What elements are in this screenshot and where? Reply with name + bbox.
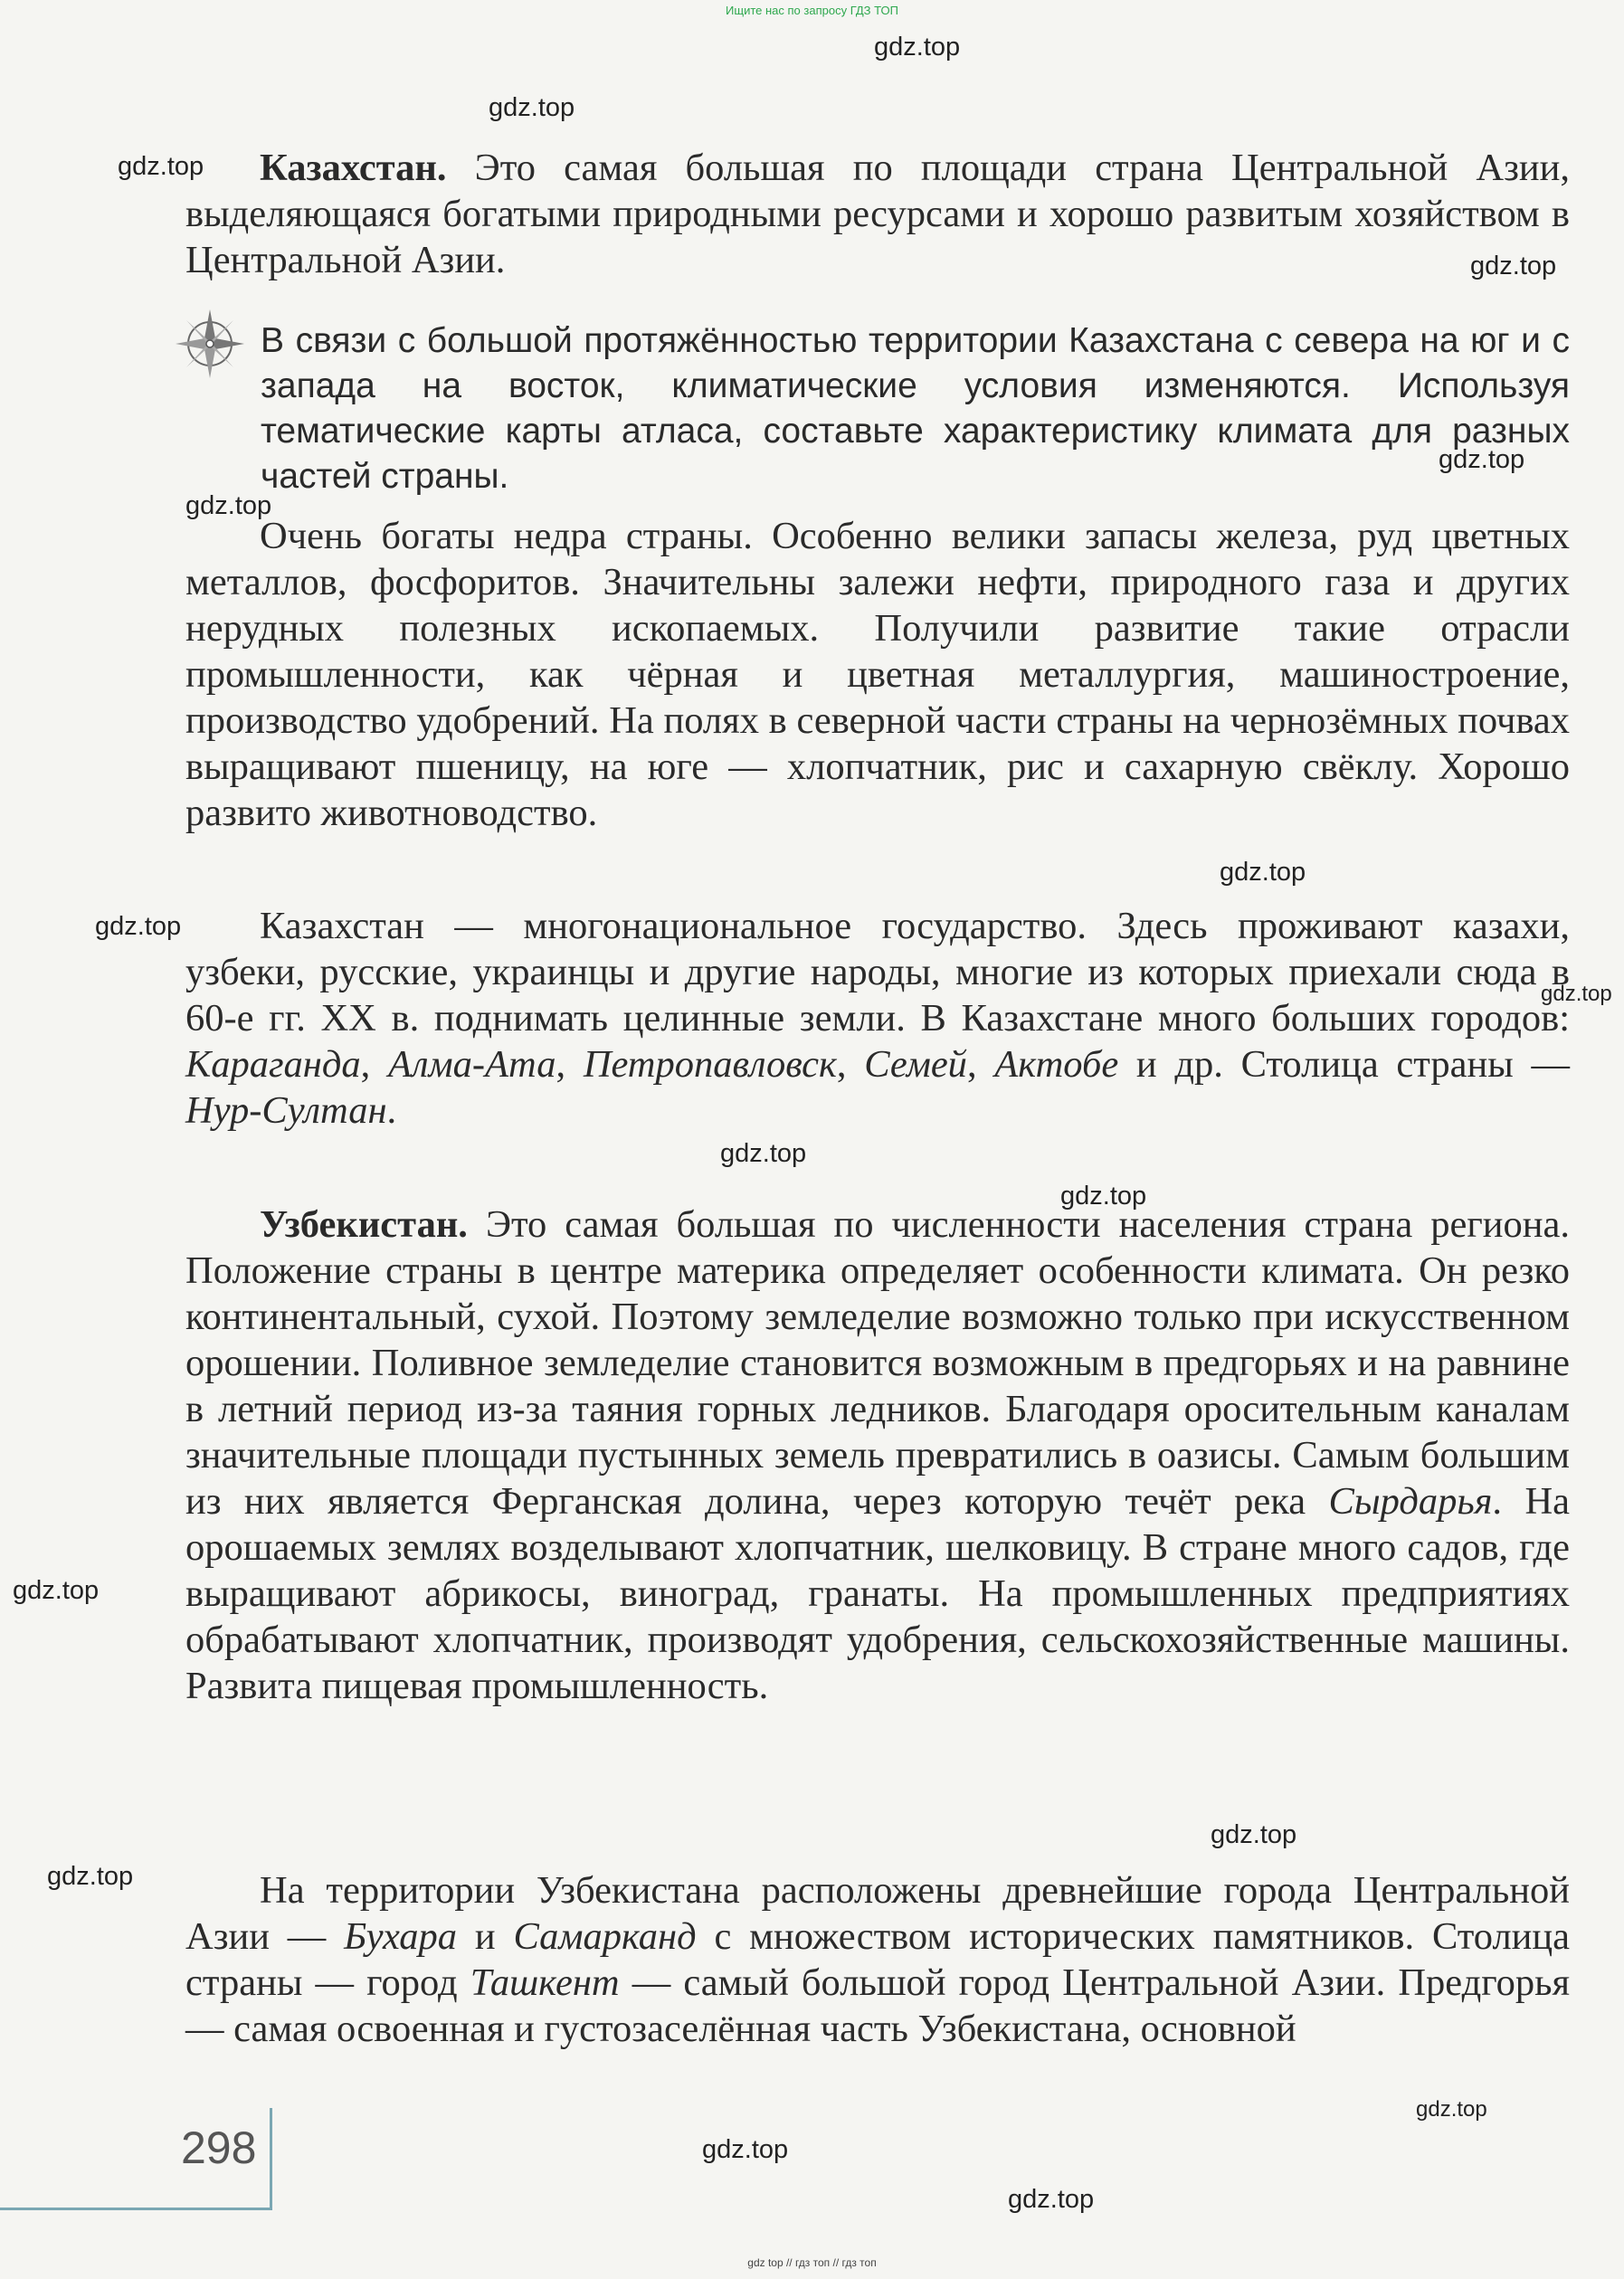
separator: , [836,1043,865,1086]
watermark: gdz.top [720,1139,807,1168]
paragraph-text: с множеством исторических памятников. Столица страны — город [185,1915,1571,2004]
paragraph-kazakhstan-intro [185,145,1570,283]
watermark: gdz.top [1060,1182,1147,1211]
capital-nur-sultan: Нур-Султан [185,1089,387,1132]
paragraph-text: На территории Узбекистана расположены древнейшие города Центральной Азии — [185,1869,1570,1958]
paragraph-text: . На орошаемых землях возделывают хлопчатник, шелковицу. В стране много садов, где выращивают абрикосы, виноград, гранаты. На промышленных предприятиях обрабатывают хлопчатник, производят удобрения, сельскохозяйственные машины. Развита пищевая промышленность. [185,1480,1570,1707]
city-alma-ata: Алма-Ата [388,1043,556,1086]
city-bukhara: Бухара [344,1915,458,1958]
compass-rose-icon [174,308,246,380]
watermark: gdz.top [47,1862,134,1891]
section-title-kazakhstan: Казахстан. [260,147,447,189]
paragraph-text: — самый большой город Центральной Азии. Предгорья — самая освоенная и густозаселённая часть Узбекистана, основной [185,1961,1570,2050]
watermark: gdz.top [874,33,961,62]
header-note: Ищите нас по запросу ГДЗ ТОП [726,4,898,17]
section-title-uzbekistan: Узбекистан. [260,1203,468,1246]
watermark: gdz.top [1470,252,1557,280]
city-aktobe: Актобе [994,1043,1119,1086]
paragraph-text: и др. Столица страны — [1118,1043,1571,1086]
separator: , [556,1043,584,1086]
city-petropavlovsk: Петропавловск [583,1043,837,1086]
watermark: gdz.top [702,2135,789,2164]
watermark: gdz.top [118,152,204,181]
paragraph-nationalities [185,903,1570,1134]
watermark: gdz.top [1416,2097,1487,2122]
city-semey: Семей [864,1043,967,1086]
watermark: gdz.top [1008,2185,1095,2214]
watermark: gdz.top [13,1576,100,1605]
separator: , [966,1043,995,1086]
page-number: 298 [181,2122,257,2173]
watermark: gdz.top [1220,858,1306,887]
separator: . [386,1089,397,1132]
paragraph-resources: Очень богаты недра страны. Особенно велики запасы железа, руд цветных металлов, фосфоритов. Значительны залежи нефти, природного газа и других нерудных полезных ископаемых. Получили развитие такие отрасли промышленности, как чёрная и цветная металлургия, машиностроение, производство удобрений. На полях в северной части страны на чернозёмных почвах выращивают пшеницу, на юге — хлопчатник, рис и сахарную свёклу. Хорошо развито животноводство. [185,515,1570,834]
watermark: gdz.top [1541,982,1612,1006]
capital-tashkent: Ташкент [470,1961,620,2004]
city-samarkand: Самарканд [513,1915,697,1958]
paragraph-uzbekistan-cities [185,1867,1570,2052]
watermark: gdz.top [1211,1820,1297,1849]
paragraph-text: Это самая большая по численности населения страна региона. Положение страны в центре материка определяет особенности климата. Он резко континентальный, сухой. Поэтому земледелие возможно только при искусственном орошении. Поливное земледелие становится возможным в предгорьях и на равнине в летний период из-за таяния горных ледников. Благодаря оросительным каналам значительные площади пустынных земель превратились в оазисы. Самым большим из них является Ферганская долина, через которую течёт река [185,1203,1570,1523]
river-syrdarya: Сырдарья [1328,1480,1493,1523]
paragraph-uzbekistan-intro [185,1201,1570,1709]
paragraph-text: Это самая большая по площади страна Центральной Азии, выделяющаяся богатыми природными ресурсами и хорошо развитым хозяйством в Центральной Азии. [185,147,1570,281]
paragraph-text: Казахстан — многонациональное государство. Здесь проживают казахи, узбеки, русские, украинцы и другие народы, многие из которых приехали сюда в 60-е гг. XX в. поднимать целинные земли. В Казахстане много больших городов: [185,905,1570,1040]
footer-note: gdz top // гдз топ // гдз топ [747,2256,877,2269]
task-climate-characteristics: В связи с большой протяжённостью территории Казахстана с севера на юг и с запада на восток, климатические условия изменяются. Используя тематические карты атласа, составьте характеристику климата для разных частей страны. [261,321,1570,496]
watermark: gdz.top [1439,445,1525,474]
separator: , [360,1043,388,1086]
separator: и [457,1915,514,1958]
watermark: gdz.top [95,912,182,941]
city-karaganda: Караганда [185,1043,361,1086]
watermark: gdz.top [185,491,272,520]
watermark: gdz.top [489,93,575,122]
